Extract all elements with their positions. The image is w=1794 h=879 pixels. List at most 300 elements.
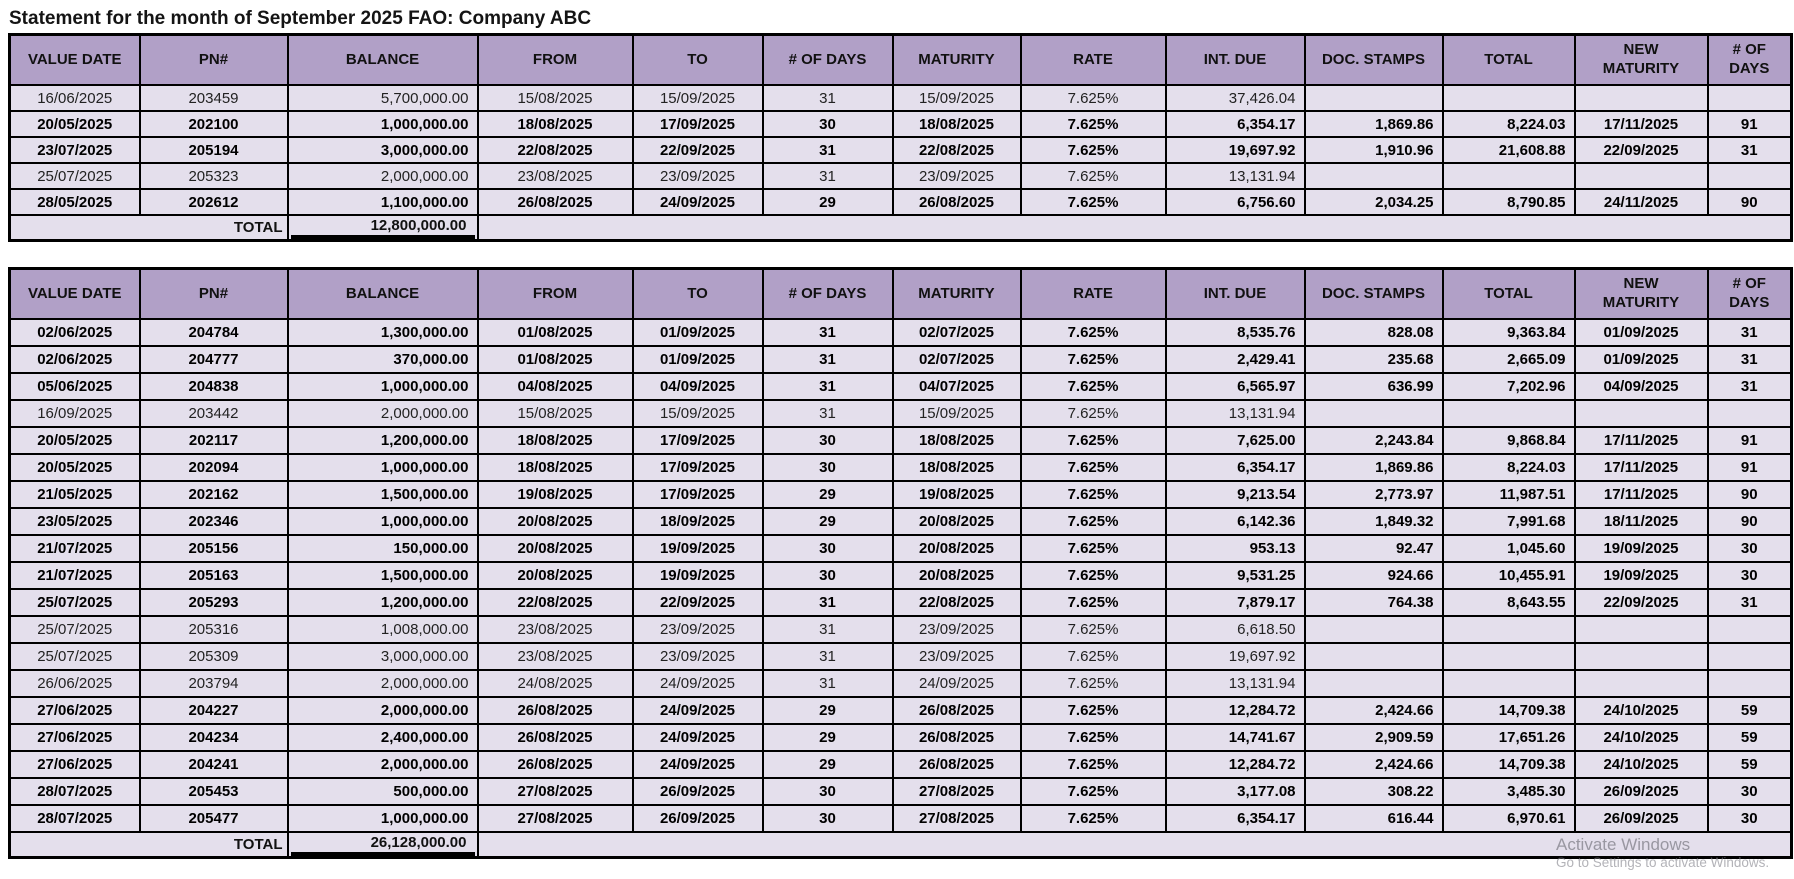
cell[interactable]: 19,697.92: [1166, 643, 1305, 670]
cell[interactable]: 20/05/2025: [10, 111, 140, 137]
cell[interactable]: 1,000,000.00: [288, 111, 478, 137]
cell[interactable]: 7.625%: [1021, 481, 1166, 508]
cell[interactable]: 2,000,000.00: [288, 697, 478, 724]
total-label-cell[interactable]: TOTAL: [10, 215, 288, 241]
cell[interactable]: 308.22: [1305, 778, 1443, 805]
cell[interactable]: 24/09/2025: [633, 751, 763, 778]
cell[interactable]: 2,909.59: [1305, 724, 1443, 751]
cell[interactable]: 23/09/2025: [633, 643, 763, 670]
cell[interactable]: [1305, 616, 1443, 643]
column-header-to-4[interactable]: TO: [633, 35, 763, 86]
cell[interactable]: 02/07/2025: [893, 319, 1021, 346]
cell[interactable]: 22/09/2025: [1575, 589, 1708, 616]
cell[interactable]: 205316: [140, 616, 288, 643]
cell[interactable]: 21,608.88: [1443, 137, 1575, 163]
column-header-pn-1[interactable]: PN#: [140, 269, 288, 320]
cell[interactable]: 31: [1708, 346, 1792, 373]
cell[interactable]: 8,224.03: [1443, 111, 1575, 137]
cell[interactable]: 24/09/2025: [633, 724, 763, 751]
cell[interactable]: 7.625%: [1021, 85, 1166, 111]
cell[interactable]: 7.625%: [1021, 400, 1166, 427]
column-header-of-days-12[interactable]: # OF DAYS: [1708, 269, 1792, 320]
cell[interactable]: 1,500,000.00: [288, 562, 478, 589]
cell[interactable]: 19/08/2025: [893, 481, 1021, 508]
total-filler-cell[interactable]: [478, 215, 1792, 241]
cell[interactable]: 26/08/2025: [893, 724, 1021, 751]
cell[interactable]: 29: [763, 189, 893, 215]
cell[interactable]: 11,987.51: [1443, 481, 1575, 508]
cell[interactable]: 7.625%: [1021, 508, 1166, 535]
cell[interactable]: 2,400,000.00: [288, 724, 478, 751]
cell[interactable]: 202346: [140, 508, 288, 535]
cell[interactable]: 7,991.68: [1443, 508, 1575, 535]
cell[interactable]: 8,224.03: [1443, 454, 1575, 481]
column-header-new-maturity-11[interactable]: NEW MATURITY: [1575, 35, 1708, 86]
cell[interactable]: 1,910.96: [1305, 137, 1443, 163]
cell[interactable]: [1708, 643, 1792, 670]
column-header-total-10[interactable]: TOTAL: [1443, 35, 1575, 86]
cell[interactable]: 20/08/2025: [478, 508, 633, 535]
cell[interactable]: 205453: [140, 778, 288, 805]
cell[interactable]: 7,202.96: [1443, 373, 1575, 400]
cell[interactable]: 205163: [140, 562, 288, 589]
cell[interactable]: 20/08/2025: [478, 562, 633, 589]
cell[interactable]: 924.66: [1305, 562, 1443, 589]
column-header-int-due-8[interactable]: INT. DUE: [1166, 269, 1305, 320]
cell[interactable]: 29: [763, 481, 893, 508]
cell[interactable]: 04/08/2025: [478, 373, 633, 400]
cell[interactable]: 828.08: [1305, 319, 1443, 346]
cell[interactable]: [1708, 400, 1792, 427]
cell[interactable]: 14,741.67: [1166, 724, 1305, 751]
cell[interactable]: 204241: [140, 751, 288, 778]
cell[interactable]: 27/08/2025: [893, 778, 1021, 805]
cell[interactable]: 204777: [140, 346, 288, 373]
cell[interactable]: 1,869.86: [1305, 454, 1443, 481]
cell[interactable]: 02/06/2025: [10, 319, 140, 346]
cell[interactable]: 7.625%: [1021, 454, 1166, 481]
cell[interactable]: 22/09/2025: [1575, 137, 1708, 163]
column-header-maturity-6[interactable]: MATURITY: [893, 269, 1021, 320]
cell[interactable]: 6,354.17: [1166, 805, 1305, 832]
cell[interactable]: 31: [763, 373, 893, 400]
cell[interactable]: 203442: [140, 400, 288, 427]
cell[interactable]: 1,000,000.00: [288, 508, 478, 535]
cell[interactable]: 7.625%: [1021, 319, 1166, 346]
cell[interactable]: 30: [1708, 778, 1792, 805]
cell[interactable]: 6,970.61: [1443, 805, 1575, 832]
cell[interactable]: 205477: [140, 805, 288, 832]
cell[interactable]: [1575, 670, 1708, 697]
cell[interactable]: 205293: [140, 589, 288, 616]
cell[interactable]: 202094: [140, 454, 288, 481]
cell[interactable]: 04/07/2025: [893, 373, 1021, 400]
cell[interactable]: 7.625%: [1021, 724, 1166, 751]
cell[interactable]: 12,284.72: [1166, 697, 1305, 724]
cell[interactable]: 23/08/2025: [478, 643, 633, 670]
cell[interactable]: [1305, 85, 1443, 111]
cell[interactable]: 1,300,000.00: [288, 319, 478, 346]
cell[interactable]: 7,879.17: [1166, 589, 1305, 616]
cell[interactable]: 23/08/2025: [478, 616, 633, 643]
cell[interactable]: 26/08/2025: [478, 697, 633, 724]
cell[interactable]: 2,000,000.00: [288, 670, 478, 697]
cell[interactable]: 01/08/2025: [478, 346, 633, 373]
cell[interactable]: [1575, 163, 1708, 189]
cell[interactable]: [1708, 85, 1792, 111]
cell[interactable]: 27/06/2025: [10, 697, 140, 724]
cell[interactable]: 30: [763, 535, 893, 562]
cell[interactable]: 10,455.91: [1443, 562, 1575, 589]
cell[interactable]: 204838: [140, 373, 288, 400]
cell[interactable]: 24/09/2025: [633, 189, 763, 215]
cell[interactable]: 29: [763, 724, 893, 751]
cell[interactable]: 31: [763, 643, 893, 670]
cell[interactable]: 01/09/2025: [1575, 319, 1708, 346]
total-filler-cell[interactable]: [478, 832, 1792, 858]
cell[interactable]: 31: [763, 400, 893, 427]
cell[interactable]: 202100: [140, 111, 288, 137]
cell[interactable]: 31: [763, 85, 893, 111]
cell[interactable]: 26/08/2025: [478, 751, 633, 778]
cell[interactable]: 1,200,000.00: [288, 427, 478, 454]
cell[interactable]: 92.47: [1305, 535, 1443, 562]
cell[interactable]: 22/08/2025: [478, 589, 633, 616]
cell[interactable]: 1,869.86: [1305, 111, 1443, 137]
cell[interactable]: 2,000,000.00: [288, 400, 478, 427]
cell[interactable]: 6,142.36: [1166, 508, 1305, 535]
cell[interactable]: 24/08/2025: [478, 670, 633, 697]
column-header-total-10[interactable]: TOTAL: [1443, 269, 1575, 320]
cell[interactable]: 18/08/2025: [893, 454, 1021, 481]
cell[interactable]: 6,354.17: [1166, 111, 1305, 137]
cell[interactable]: 24/09/2025: [633, 670, 763, 697]
cell[interactable]: 20/08/2025: [478, 535, 633, 562]
cell[interactable]: 27/06/2025: [10, 724, 140, 751]
cell[interactable]: 7.625%: [1021, 616, 1166, 643]
cell[interactable]: 7.625%: [1021, 589, 1166, 616]
cell[interactable]: [1708, 670, 1792, 697]
cell[interactable]: 26/08/2025: [893, 189, 1021, 215]
cell[interactable]: [1575, 616, 1708, 643]
cell[interactable]: 23/09/2025: [893, 643, 1021, 670]
cell[interactable]: 7.625%: [1021, 189, 1166, 215]
cell[interactable]: 14,709.38: [1443, 751, 1575, 778]
cell[interactable]: 203794: [140, 670, 288, 697]
cell[interactable]: 17/11/2025: [1575, 454, 1708, 481]
cell[interactable]: 23/05/2025: [10, 508, 140, 535]
column-header-rate-7[interactable]: RATE: [1021, 269, 1166, 320]
cell[interactable]: 13,131.94: [1166, 400, 1305, 427]
cell[interactable]: 16/09/2025: [10, 400, 140, 427]
cell[interactable]: 18/08/2025: [478, 427, 633, 454]
cell[interactable]: 205309: [140, 643, 288, 670]
cell[interactable]: 01/09/2025: [633, 319, 763, 346]
cell[interactable]: 9,531.25: [1166, 562, 1305, 589]
cell[interactable]: 953.13: [1166, 535, 1305, 562]
cell[interactable]: 31: [763, 137, 893, 163]
cell[interactable]: 15/08/2025: [478, 400, 633, 427]
cell[interactable]: 2,000,000.00: [288, 163, 478, 189]
cell[interactable]: 18/08/2025: [478, 454, 633, 481]
cell[interactable]: 25/07/2025: [10, 589, 140, 616]
cell[interactable]: 204784: [140, 319, 288, 346]
cell[interactable]: 22/09/2025: [633, 137, 763, 163]
column-header-to-4[interactable]: TO: [633, 269, 763, 320]
cell[interactable]: 8,643.55: [1443, 589, 1575, 616]
cell[interactable]: 1,200,000.00: [288, 589, 478, 616]
cell[interactable]: 204227: [140, 697, 288, 724]
column-header-pn-1[interactable]: PN#: [140, 35, 288, 86]
cell[interactable]: [1708, 616, 1792, 643]
total-value-cell[interactable]: [288, 832, 478, 858]
column-header-balance-2[interactable]: BALANCE: [288, 269, 478, 320]
cell[interactable]: 6,565.97: [1166, 373, 1305, 400]
cell[interactable]: 31: [1708, 137, 1792, 163]
cell[interactable]: 202612: [140, 189, 288, 215]
cell[interactable]: 1,849.32: [1305, 508, 1443, 535]
cell[interactable]: 3,000,000.00: [288, 137, 478, 163]
cell[interactable]: 1,000,000.00: [288, 454, 478, 481]
cell[interactable]: 202162: [140, 481, 288, 508]
cell[interactable]: [1305, 670, 1443, 697]
cell[interactable]: 31: [1708, 319, 1792, 346]
cell[interactable]: 23/08/2025: [478, 163, 633, 189]
column-header-of-days-5[interactable]: # OF DAYS: [763, 35, 893, 86]
cell[interactable]: [1305, 400, 1443, 427]
cell[interactable]: 17/09/2025: [633, 481, 763, 508]
column-header-new-maturity-11[interactable]: NEW MATURITY: [1575, 269, 1708, 320]
cell[interactable]: 25/07/2025: [10, 643, 140, 670]
cell[interactable]: 31: [1708, 589, 1792, 616]
cell[interactable]: 1,045.60: [1443, 535, 1575, 562]
total-label-cell[interactable]: TOTAL: [10, 832, 288, 858]
cell[interactable]: 7.625%: [1021, 111, 1166, 137]
cell[interactable]: 22/08/2025: [478, 137, 633, 163]
cell[interactable]: 19/09/2025: [633, 562, 763, 589]
column-header-doc-stamps-9[interactable]: DOC. STAMPS: [1305, 269, 1443, 320]
column-header-value-date-0[interactable]: VALUE DATE: [10, 35, 140, 86]
cell[interactable]: 7.625%: [1021, 562, 1166, 589]
column-header-of-days-12[interactable]: # OF DAYS: [1708, 35, 1792, 86]
cell[interactable]: 20/08/2025: [893, 535, 1021, 562]
cell[interactable]: 23/09/2025: [633, 163, 763, 189]
cell[interactable]: 203459: [140, 85, 288, 111]
cell[interactable]: [1443, 670, 1575, 697]
cell[interactable]: 22/08/2025: [893, 137, 1021, 163]
cell[interactable]: 21/07/2025: [10, 562, 140, 589]
cell[interactable]: 04/09/2025: [1575, 373, 1708, 400]
cell[interactable]: 27/08/2025: [478, 778, 633, 805]
cell[interactable]: 01/08/2025: [478, 319, 633, 346]
cell[interactable]: [1443, 85, 1575, 111]
cell[interactable]: 31: [763, 616, 893, 643]
cell[interactable]: 90: [1708, 189, 1792, 215]
cell[interactable]: 12,284.72: [1166, 751, 1305, 778]
cell[interactable]: 17/09/2025: [633, 427, 763, 454]
cell[interactable]: 04/09/2025: [633, 373, 763, 400]
cell[interactable]: [1575, 85, 1708, 111]
cell[interactable]: 30: [1708, 805, 1792, 832]
cell[interactable]: 26/09/2025: [633, 778, 763, 805]
cell[interactable]: 3,000,000.00: [288, 643, 478, 670]
cell[interactable]: 8,535.76: [1166, 319, 1305, 346]
cell[interactable]: 2,243.84: [1305, 427, 1443, 454]
cell[interactable]: 23/07/2025: [10, 137, 140, 163]
cell[interactable]: 18/09/2025: [633, 508, 763, 535]
cell[interactable]: 9,868.84: [1443, 427, 1575, 454]
cell[interactable]: 26/09/2025: [633, 805, 763, 832]
cell[interactable]: 28/07/2025: [10, 805, 140, 832]
cell[interactable]: 616.44: [1305, 805, 1443, 832]
cell[interactable]: 25/07/2025: [10, 616, 140, 643]
cell[interactable]: 30: [1708, 535, 1792, 562]
cell[interactable]: 19/08/2025: [478, 481, 633, 508]
cell[interactable]: 3,177.08: [1166, 778, 1305, 805]
cell[interactable]: 18/08/2025: [478, 111, 633, 137]
cell[interactable]: 7.625%: [1021, 751, 1166, 778]
cell[interactable]: 7.625%: [1021, 805, 1166, 832]
cell[interactable]: 30: [763, 778, 893, 805]
column-header-of-days-5[interactable]: # OF DAYS: [763, 269, 893, 320]
cell[interactable]: 21/05/2025: [10, 481, 140, 508]
cell[interactable]: 13,131.94: [1166, 163, 1305, 189]
cell[interactable]: 30: [763, 454, 893, 481]
cell[interactable]: 90: [1708, 508, 1792, 535]
cell[interactable]: 500,000.00: [288, 778, 478, 805]
cell[interactable]: 31: [763, 589, 893, 616]
column-header-from-3[interactable]: FROM: [478, 269, 633, 320]
cell[interactable]: 7.625%: [1021, 163, 1166, 189]
cell[interactable]: 29: [763, 697, 893, 724]
cell[interactable]: 1,000,000.00: [288, 805, 478, 832]
cell[interactable]: 7.625%: [1021, 778, 1166, 805]
cell[interactable]: 15/09/2025: [633, 400, 763, 427]
cell[interactable]: 7,625.00: [1166, 427, 1305, 454]
cell[interactable]: 18/11/2025: [1575, 508, 1708, 535]
cell[interactable]: 15/09/2025: [633, 85, 763, 111]
cell[interactable]: 20/05/2025: [10, 427, 140, 454]
cell[interactable]: 21/07/2025: [10, 535, 140, 562]
cell[interactable]: [1575, 400, 1708, 427]
cell[interactable]: 05/06/2025: [10, 373, 140, 400]
cell[interactable]: 20/08/2025: [893, 562, 1021, 589]
cell[interactable]: 19/09/2025: [1575, 535, 1708, 562]
cell[interactable]: 1,000,000.00: [288, 373, 478, 400]
cell[interactable]: [1443, 163, 1575, 189]
cell[interactable]: 9,213.54: [1166, 481, 1305, 508]
cell[interactable]: 27/08/2025: [478, 805, 633, 832]
cell[interactable]: 16/06/2025: [10, 85, 140, 111]
cell[interactable]: 6,756.60: [1166, 189, 1305, 215]
cell[interactable]: 764.38: [1305, 589, 1443, 616]
cell[interactable]: 17/11/2025: [1575, 427, 1708, 454]
column-header-int-due-8[interactable]: INT. DUE: [1166, 35, 1305, 86]
cell[interactable]: 26/08/2025: [893, 751, 1021, 778]
cell[interactable]: 7.625%: [1021, 697, 1166, 724]
cell[interactable]: 26/08/2025: [478, 189, 633, 215]
cell[interactable]: 17,651.26: [1443, 724, 1575, 751]
cell[interactable]: 59: [1708, 724, 1792, 751]
cell[interactable]: 26/09/2025: [1575, 805, 1708, 832]
cell[interactable]: 27/08/2025: [893, 805, 1021, 832]
cell[interactable]: 30: [763, 562, 893, 589]
cell[interactable]: 30: [763, 111, 893, 137]
cell[interactable]: 23/09/2025: [633, 616, 763, 643]
cell[interactable]: 1,100,000.00: [288, 189, 478, 215]
cell[interactable]: [1443, 400, 1575, 427]
cell[interactable]: 90: [1708, 481, 1792, 508]
cell[interactable]: 235.68: [1305, 346, 1443, 373]
cell[interactable]: 19/09/2025: [633, 535, 763, 562]
cell[interactable]: 17/09/2025: [633, 111, 763, 137]
cell[interactable]: 91: [1708, 427, 1792, 454]
cell[interactable]: 2,665.09: [1443, 346, 1575, 373]
cell[interactable]: 150,000.00: [288, 535, 478, 562]
cell[interactable]: 204234: [140, 724, 288, 751]
cell[interactable]: 31: [763, 346, 893, 373]
cell[interactable]: 7.625%: [1021, 346, 1166, 373]
cell[interactable]: 2,424.66: [1305, 751, 1443, 778]
cell[interactable]: 2,429.41: [1166, 346, 1305, 373]
cell[interactable]: 7.625%: [1021, 670, 1166, 697]
cell[interactable]: 59: [1708, 697, 1792, 724]
cell[interactable]: 202117: [140, 427, 288, 454]
cell[interactable]: 24/09/2025: [633, 697, 763, 724]
cell[interactable]: 6,618.50: [1166, 616, 1305, 643]
cell[interactable]: 28/05/2025: [10, 189, 140, 215]
cell[interactable]: 17/11/2025: [1575, 111, 1708, 137]
cell[interactable]: [1443, 616, 1575, 643]
cell[interactable]: 29: [763, 751, 893, 778]
cell[interactable]: 23/09/2025: [893, 163, 1021, 189]
cell[interactable]: 02/07/2025: [893, 346, 1021, 373]
cell[interactable]: 205194: [140, 137, 288, 163]
cell[interactable]: 24/10/2025: [1575, 751, 1708, 778]
cell[interactable]: 26/06/2025: [10, 670, 140, 697]
cell[interactable]: 19,697.92: [1166, 137, 1305, 163]
cell[interactable]: [1443, 643, 1575, 670]
cell[interactable]: 01/09/2025: [1575, 346, 1708, 373]
cell[interactable]: 2,000,000.00: [288, 751, 478, 778]
cell[interactable]: 91: [1708, 454, 1792, 481]
cell[interactable]: [1305, 163, 1443, 189]
cell[interactable]: 28/07/2025: [10, 778, 140, 805]
cell[interactable]: 24/10/2025: [1575, 697, 1708, 724]
cell[interactable]: [1575, 643, 1708, 670]
cell[interactable]: 636.99: [1305, 373, 1443, 400]
cell[interactable]: 7.625%: [1021, 643, 1166, 670]
cell[interactable]: 59: [1708, 751, 1792, 778]
column-header-doc-stamps-9[interactable]: DOC. STAMPS: [1305, 35, 1443, 86]
cell[interactable]: 37,426.04: [1166, 85, 1305, 111]
cell[interactable]: 1,500,000.00: [288, 481, 478, 508]
cell[interactable]: 26/08/2025: [478, 724, 633, 751]
cell[interactable]: 24/11/2025: [1575, 189, 1708, 215]
cell[interactable]: 30: [1708, 562, 1792, 589]
cell[interactable]: 27/06/2025: [10, 751, 140, 778]
cell[interactable]: 31: [1708, 373, 1792, 400]
cell[interactable]: 205323: [140, 163, 288, 189]
cell[interactable]: 2,773.97: [1305, 481, 1443, 508]
cell[interactable]: 30: [763, 805, 893, 832]
cell[interactable]: 370,000.00: [288, 346, 478, 373]
cell[interactable]: 15/08/2025: [478, 85, 633, 111]
cell[interactable]: 22/08/2025: [893, 589, 1021, 616]
cell[interactable]: 24/10/2025: [1575, 724, 1708, 751]
cell[interactable]: 1,008,000.00: [288, 616, 478, 643]
cell[interactable]: 26/09/2025: [1575, 778, 1708, 805]
